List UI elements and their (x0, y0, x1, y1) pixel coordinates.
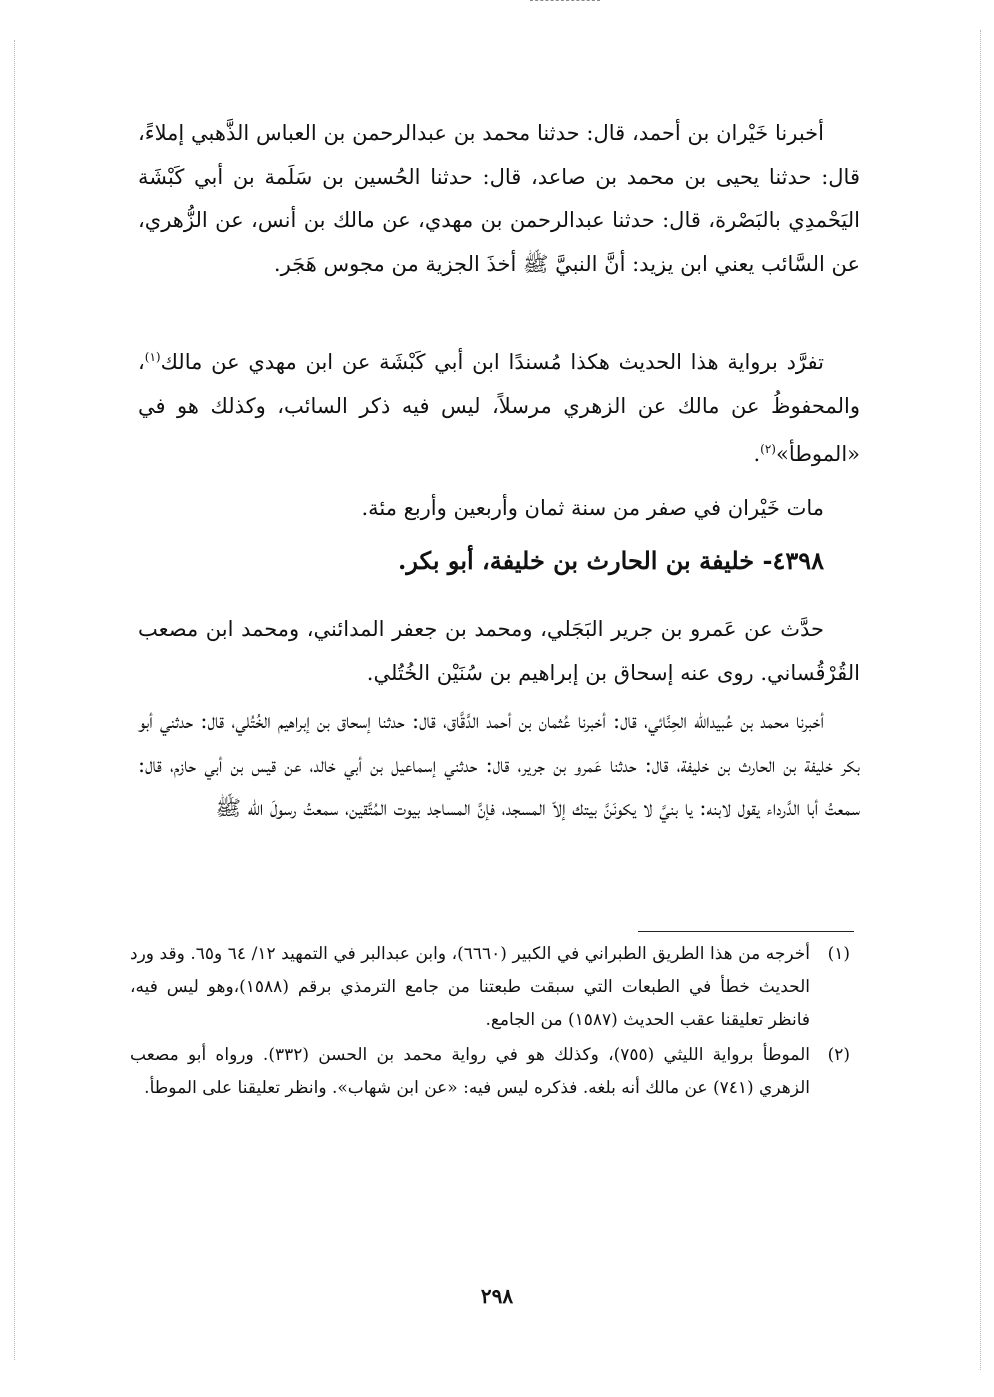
footnote-ref-2: (٢) (760, 442, 776, 456)
paragraph-text: أخبرنا محمد بن عُبيدالله الحِنَّائي، قال: أخبرنا عُثمان بن أحمد الدَّقَّاق، قال: حدثنا إسحاق بن إبراهيم الخُتُلي، قال: حدثني أبو بكر خليفة بن الحارث بن خليفة، قال: حدثنا عَمرو بن جرير، قال: حدثني إسماعيل بن أبي خالد، عن قيس بن أبي حازم، قال: سمعتُ أبا الدَّرداء يقول لابنه: يا بنيَّ لا يكونَنَّ بيتك إلاّ المسجد، فإنَّ المساجد بيوت المُتَّقين، سمعتُ رسولَ الله ﷺ (138, 709, 860, 820)
paragraph-commentary (138, 336, 860, 477)
page-number: ٢٩٨ (480, 1284, 514, 1308)
footnote-separator (638, 931, 854, 932)
entry-heading: ٤٣٩٨- خليفة بن الحارث بن خليفة، أبو بكر. (398, 546, 824, 575)
footnote-ref-1: (١) (144, 350, 161, 364)
left-scan-edge (14, 40, 16, 1360)
paragraph-biography (138, 608, 860, 695)
paragraph-text (138, 336, 860, 477)
paragraph-text: حدَّث عن عَمرو بن جرير البَجَلي، ومحمد بن جعفر المدائني، ومحمد ابن مصعب القُرْقُساني. روى عنه إسحاق بن إبراهيم بن سُنَيْن الخُتُلي. (138, 617, 860, 685)
footnote-text: أخرجه من هذا الطريق الطبراني في الكبير (٦٦٦٠)، وابن عبدالبر في التمهيد ١٢/ ٦٤ و٦٥. وقد ورد الحديث خطأ في الطبعات التي سبقت طبعتنا من جامع الترمذي برقم (١٥٨٨)،وهو ليس فيه، فانظر تعليقنا عقب الحديث (١٥٨٧) من الجامع. (130, 944, 810, 1030)
footnote-item (130, 938, 850, 1037)
top-scan-marks (530, 0, 600, 9)
paragraph-death-note (138, 487, 860, 531)
footnotes (130, 938, 850, 1107)
footnote-number: (١) (827, 944, 850, 964)
footnote-number: (٢) (827, 1045, 850, 1065)
paragraph-part: . (753, 442, 761, 466)
paragraph-part: تفرَّد برواية هذا الحديث هكذا مُسندًا ابن أبي كَبْشَة عن ابن مهدي عن مالك (160, 350, 824, 374)
paragraph-text: مات خَيْران في صفر من سنة ثمان وأربعين وأربع مئة. (361, 496, 824, 520)
footnote-text: الموطأ برواية الليثي (٧٥٥)، وكذلك هو في رواية محمد بن الحسن (٣٣٢). ورواه أبو مصعب الزهري (٧٤١) عن مالك أنه بلغه. فذكره ليس فيه: «عن ابن شهاب». وانظر تعليقنا على الموطأ. (130, 1045, 810, 1098)
paragraph-part: ، والمحفوظُ عن مالك عن الزهري مرسلاً، ليس فيه ذكر السائب، وكذلك هو في «الموطأ» (138, 350, 860, 466)
paragraph-isnad-1 (138, 112, 860, 286)
footnote-item (130, 1039, 850, 1105)
paragraph-isnad-2 (138, 700, 860, 831)
right-scan-edge (980, 30, 982, 1370)
paragraph-text: أخبرنا خَيْران بن أحمد، قال: حدثنا محمد بن عبدالرحمن بن العباس الذَّهبي إملاءً، قال: حدثنا يحيى بن محمد بن صاعد، قال: حدثنا الحُسين بن سَلَمة بن أبي كَبْشَة اليَحْمدِي بالبَصْرة، قال: حدثنا عبدالرحمن بن مهدي، عن مالك بن أنس، عن الزُّهري، عن السَّائب يعني ابن يزيد: أنَّ النبيَّ ﷺ أخذَ الجزية من مجوس هَجَر. (138, 121, 860, 276)
